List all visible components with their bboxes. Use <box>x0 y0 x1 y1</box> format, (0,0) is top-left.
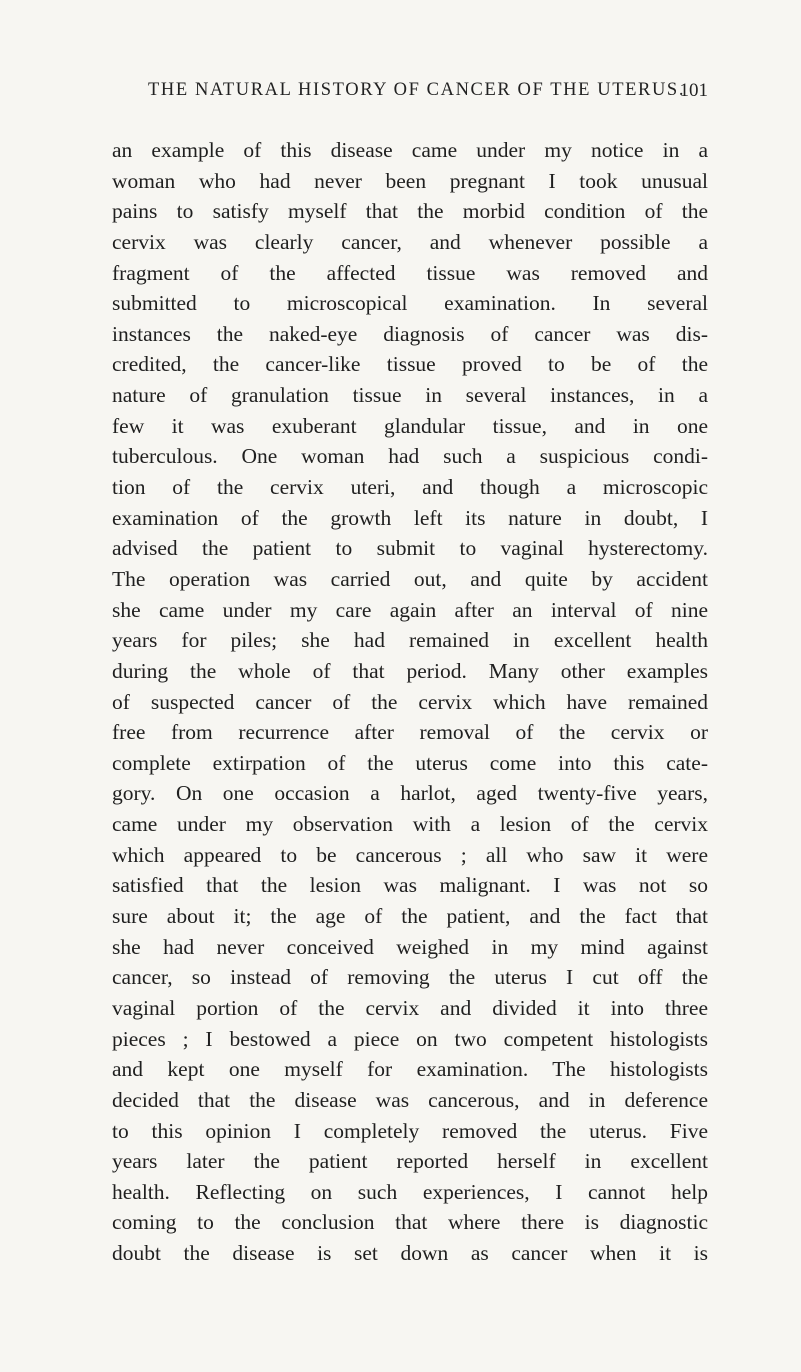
text-line: to this opinion I completely removed the uterus. Five <box>112 1118 708 1143</box>
text-line: cancer, so instead of removing the uterus I cut off the <box>112 965 708 990</box>
text-line: few it was exuberant glandular tissue, and in one <box>112 413 708 438</box>
text-line: of suspected cancer of the cervix which have remained <box>112 689 708 714</box>
text-line: gory. On one occasion a harlot, aged twenty-five years, <box>112 781 708 806</box>
text-line: years for piles; she had remained in excellent health <box>112 628 708 653</box>
text-line: The operation was carried out, and quite by accident <box>112 566 708 591</box>
running-head <box>112 80 708 110</box>
text-line: submitted to microscopical examination. In several <box>112 291 708 316</box>
text-line: she came under my care again after an interval of nine <box>112 597 708 622</box>
text-line: cervix was clearly cancer, and whenever possible a <box>112 229 708 254</box>
page-number: 101 <box>679 80 708 101</box>
text-line: years later the patient reported herself in excellent <box>112 1149 708 1174</box>
text-line: advised the patient to submit to vaginal hysterectomy. <box>112 536 708 561</box>
text-line: pains to satisfy myself that the morbid condition of the <box>112 199 708 224</box>
text-line: and kept one myself for examination. The histologists <box>112 1057 708 1082</box>
text-line: instances the naked-eye diagnosis of cancer was dis- <box>112 321 708 346</box>
text-line: satisfied that the lesion was malignant. I was not so <box>112 873 708 898</box>
text-line: nature of granulation tissue in several instances, in a <box>112 383 708 408</box>
running-head-title: THE NATURAL HISTORY OF CANCER OF THE UTERUS. <box>148 80 686 100</box>
text-line: came under my observation with a lesion of the cervix <box>112 812 708 837</box>
text-line: tuberculous. One woman had such a suspicious condi- <box>112 444 708 469</box>
text-line: coming to the conclusion that where there is diagnostic <box>112 1210 708 1235</box>
text-line: fragment of the affected tissue was removed and <box>112 260 708 285</box>
body-paragraph <box>112 135 708 1269</box>
text-line: free from recurrence after removal of the cervix or <box>112 720 708 745</box>
text-line: tion of the cervix uteri, and though a microscopic <box>112 475 708 500</box>
text-line: she had never conceived weighed in my mind against <box>112 934 708 959</box>
text-line: during the whole of that period. Many other examples <box>112 658 708 683</box>
text-line: which appeared to be cancerous ; all who saw it were <box>112 842 708 867</box>
text-line: credited, the cancer-like tissue proved to be of the <box>112 352 708 377</box>
text-line: pieces ; I bestowed a piece on two competent histologists <box>112 1026 708 1051</box>
text-line: doubt the disease is set down as cancer when it is <box>112 1241 708 1266</box>
text-line: complete extirpation of the uterus come into this cate- <box>112 750 708 775</box>
text-line: woman who had never been pregnant I took unusual <box>112 168 708 193</box>
text-line: sure about it; the age of the patient, and the fact that <box>112 904 708 929</box>
text-line: an example of this disease came under my notice in a <box>112 138 708 162</box>
text-line: vaginal portion of the cervix and divided it into three <box>112 995 708 1020</box>
text-line: health. Reflecting on such experiences, I cannot help <box>112 1179 708 1204</box>
text-line: examination of the growth left its nature in doubt, I <box>112 505 708 530</box>
text-line: decided that the disease was cancerous, and in deference <box>112 1087 708 1112</box>
